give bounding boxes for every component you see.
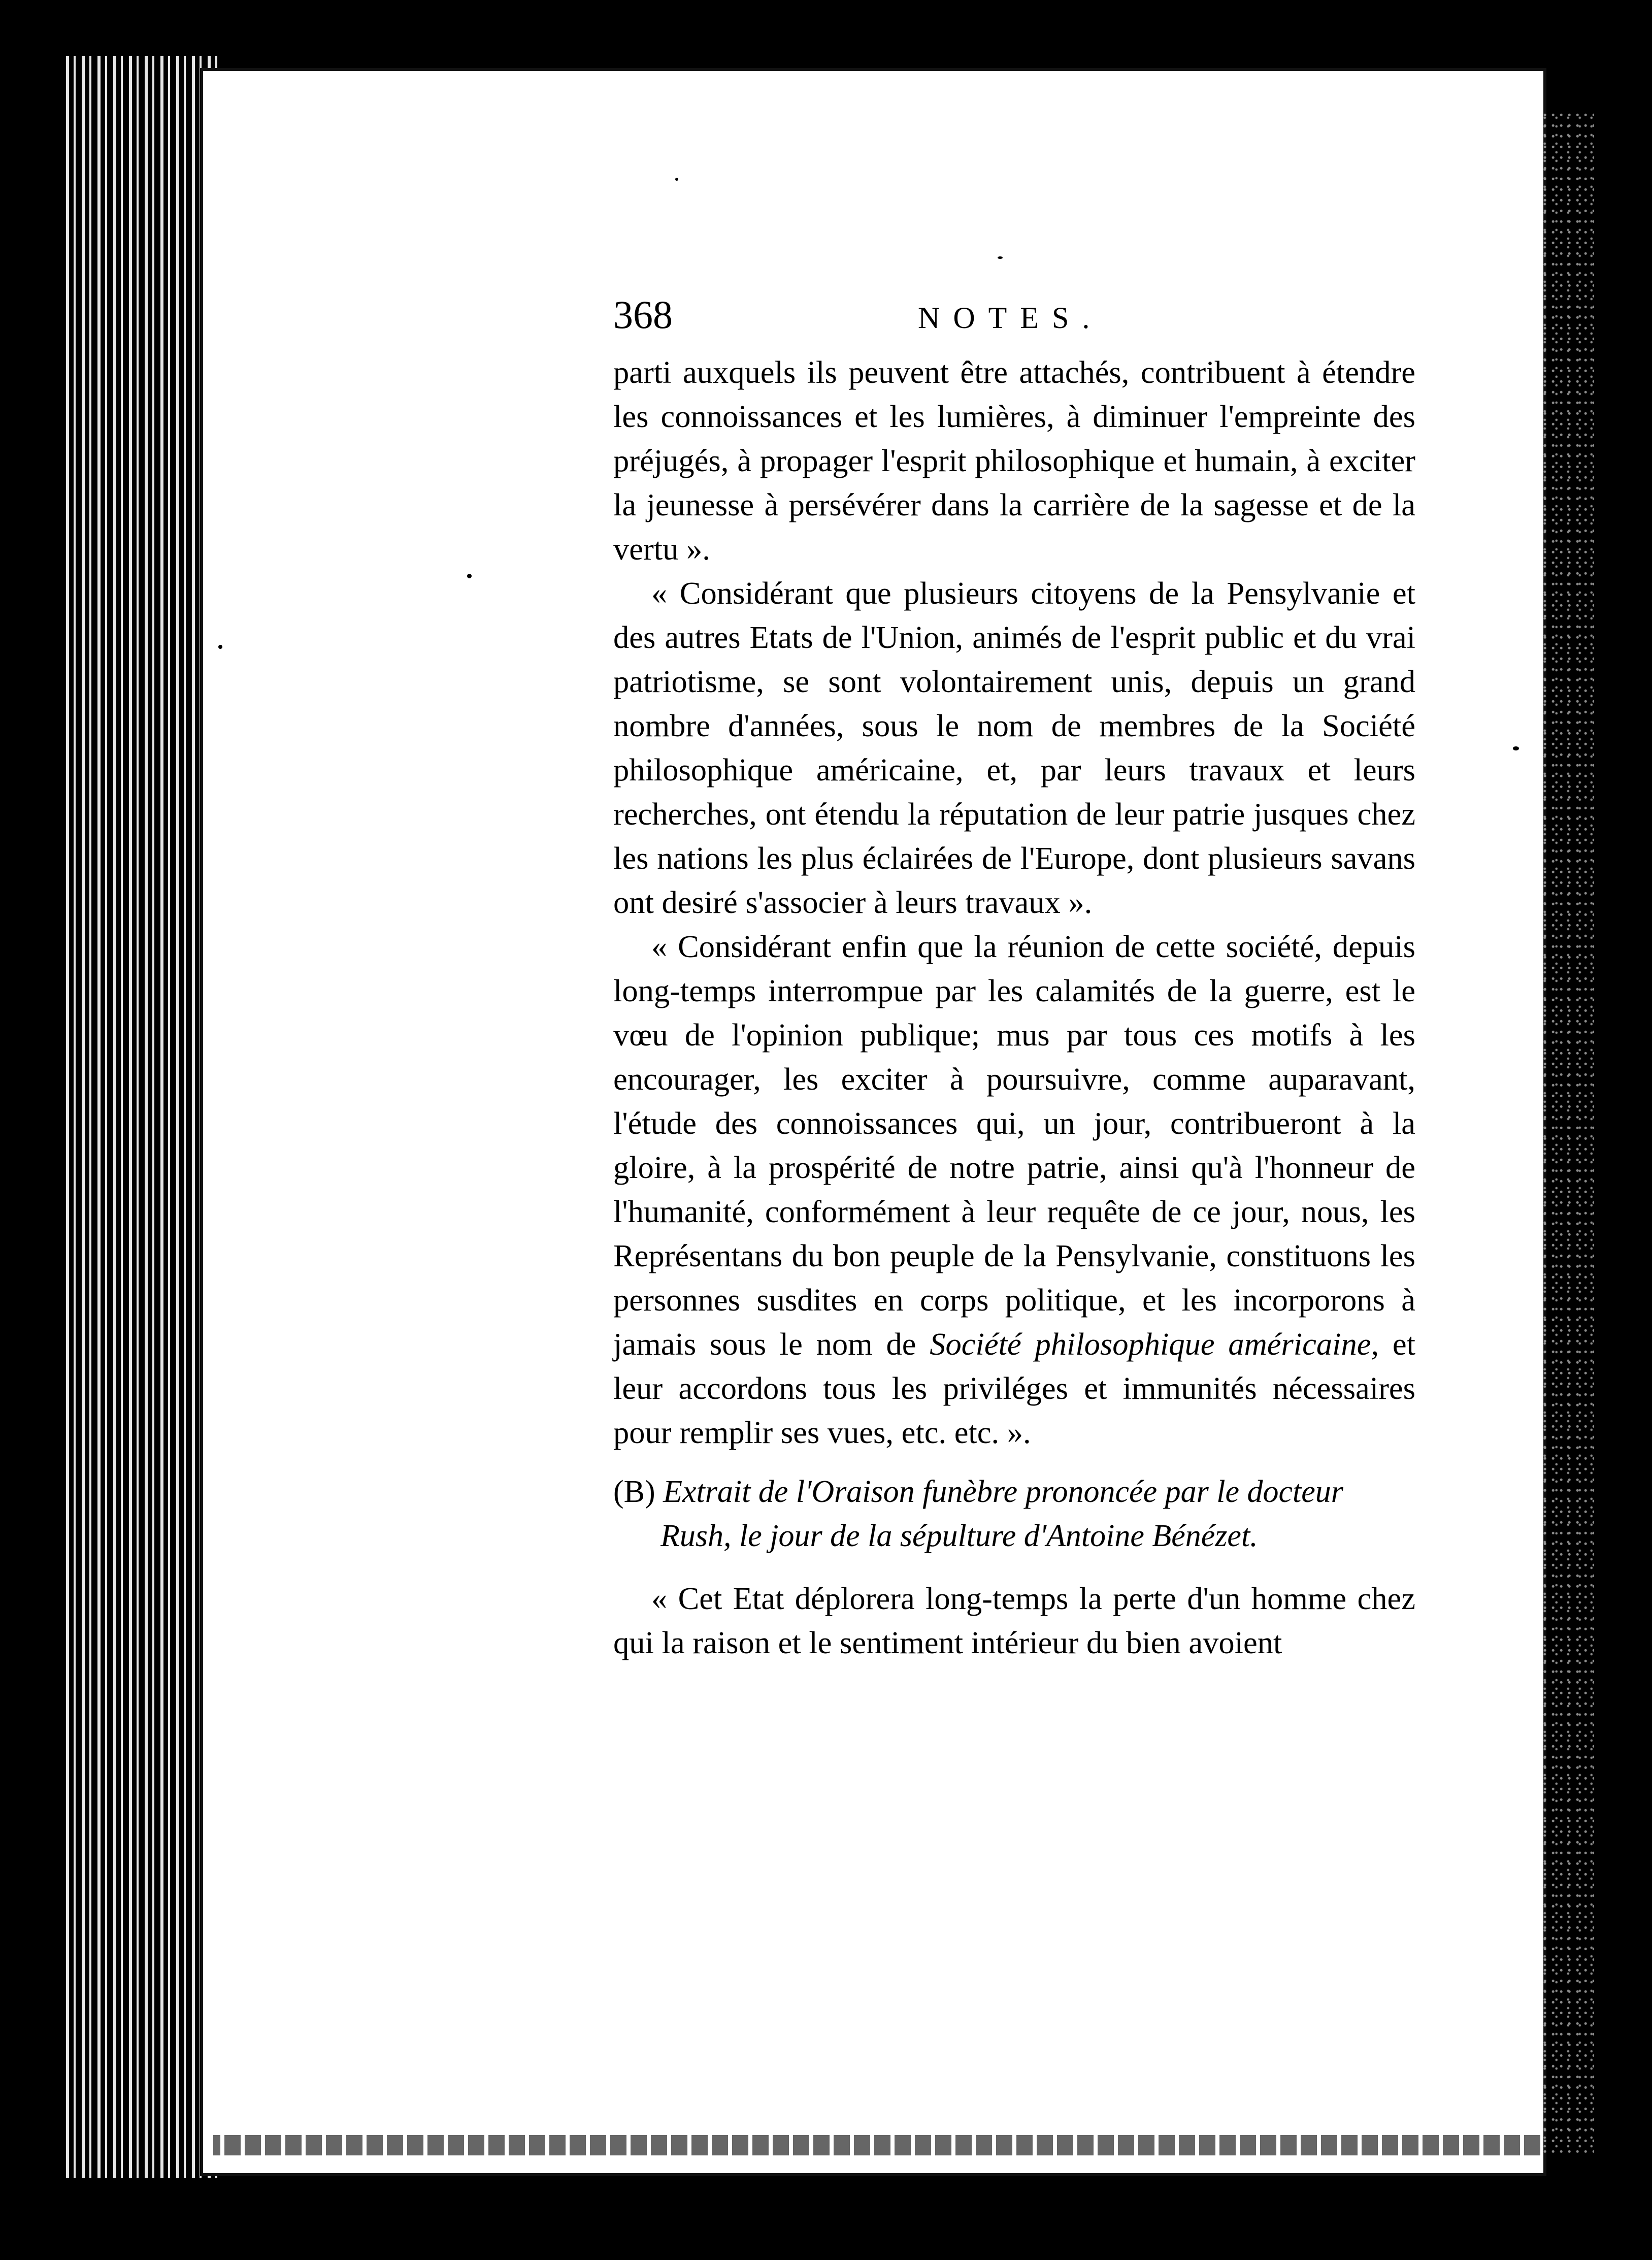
paragraph-3-end: , et leur accordons tous les priviléges et immunités nécessaires pour remplir ses vues, etc. etc. ». xyxy=(613,1326,1415,1450)
note-b-heading xyxy=(613,1470,1415,1558)
note-b-heading-line1: Extrait de l'Oraison funèbre prononcée par le docteur xyxy=(663,1475,1343,1509)
page-number: 368 xyxy=(613,292,673,337)
note-b-heading-line2: Rush, le jour de la sépulture d'Antoine Bénézet. xyxy=(660,1519,1258,1553)
paragraph-1: parti auxquels ils peuvent être attachés, contribuent à étendre les connoissances et les lumières, à diminuer l'empreinte des préjugés, à propager l'esprit philosophique et humain, à exciter la jeunesse à persévérer dans la carrière de la sagesse et de la vertu ». xyxy=(613,354,1415,567)
running-head xyxy=(613,289,1415,350)
book-binding-edge xyxy=(66,56,218,2178)
paragraph-3-text: « Considérant enfin que la réunion de cette société, depuis long-temps interrompue par les calamités de la guerre, est le vœu de l'opinion publique; mus par tous ces motifs à les encourager, les exciter à poursuivre, comme auparavant, l'étude des connoissances qui, un jour, contribueront à la gloire, à la prospérité de notre patrie, ainsi qu'à l'honneur de l'humanité, conformément à leur requête de ce jour, nous, les Représentans du bon peuple de la Pensylvanie, constituons les personnes susdites en corps politique, et les incorporons à jamais sous le nom de xyxy=(613,929,1415,1362)
page-right-edge xyxy=(1503,112,1594,2153)
paragraph-4: « Cet Etat déplorera long-temps la perte d'un homme chez qui la raison et le sentiment intérieur du bien avoient xyxy=(613,1581,1415,1660)
scan-speck xyxy=(467,574,472,578)
scan-speck xyxy=(998,256,1003,259)
paragraph-2: « Considérant que plusieurs citoyens de la Pensylvanie et des autres Etats de l'Union, animés de l'esprit public et du vrai patriotisme, se sont volontairement unis, depuis un grand nombre d'années, sous le nom de membres de la Société philosophique américaine, et, par leurs travaux et leurs recherches, ont étendu la réputation de leur patrie jusques chez les nations les plus éclairées de l'Europe, dont plusieurs savans ont desiré s'associer à leurs travaux ». xyxy=(613,575,1415,920)
page-text xyxy=(613,289,1415,1665)
society-name: Société philosophique américaine xyxy=(930,1326,1371,1362)
note-b-letter: (B) xyxy=(613,1475,655,1509)
scan-speck xyxy=(218,645,222,649)
paragraph-3 xyxy=(613,925,1415,1455)
scan-speck xyxy=(1513,746,1519,750)
scan-speck xyxy=(675,178,678,181)
page-bottom-edge xyxy=(213,2135,1543,2155)
running-title: NOTES. xyxy=(918,301,1103,335)
